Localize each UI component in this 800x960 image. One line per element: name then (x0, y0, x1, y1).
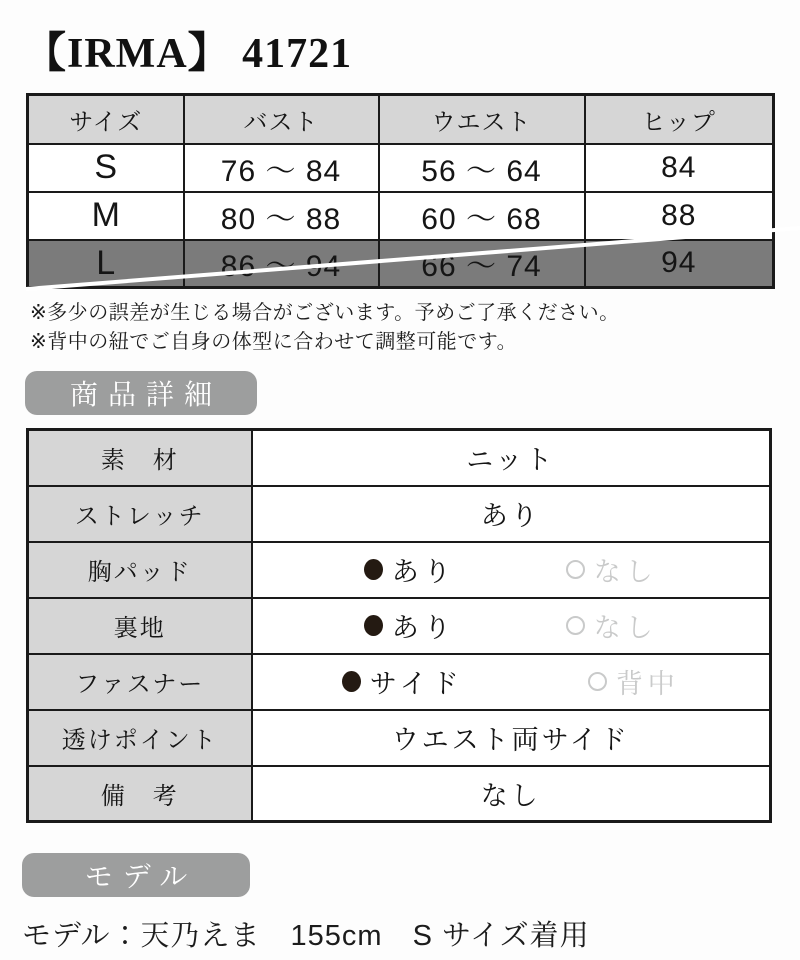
section-header-model: モデル (22, 853, 250, 897)
detail-label: 裏地 (28, 598, 252, 654)
page-title: 【IRMA】 41721 (24, 31, 353, 77)
detail-label: 透けポイント (28, 710, 252, 766)
note-line: ※多少の誤差が生じる場合がございます。予めご了承ください。 (30, 302, 620, 324)
radio-unselected-icon (588, 672, 607, 691)
choice-label: あり (391, 557, 456, 587)
hip-value: 84 (585, 144, 774, 192)
choice-unselected (566, 606, 658, 645)
choice-unselected (588, 662, 680, 701)
detail-row-stretch (28, 486, 771, 542)
section-header-product-details: 商品詳細 (25, 371, 257, 415)
detail-value: なし (252, 766, 771, 822)
hip-value: 94 (585, 240, 774, 288)
detail-row-remarks (28, 766, 771, 822)
size-label: L (28, 240, 184, 288)
size-label: M (28, 192, 184, 240)
choice-group (253, 550, 770, 589)
bust-col-header: バスト (184, 95, 379, 144)
size-row-s (28, 144, 774, 192)
choice-label: 背中 (615, 669, 680, 699)
choice-label: あり (391, 613, 456, 643)
detail-label: ストレッチ (28, 486, 252, 542)
choice-selected (364, 550, 456, 589)
choice-selected (342, 662, 464, 701)
detail-row-sheer-point (28, 710, 771, 766)
radio-selected-icon (364, 615, 383, 636)
model-info-text: モデル：天乃えま 155cm S サイズ着用 (22, 920, 590, 952)
choice-group (253, 606, 770, 645)
waist-value: 60 ～ 68 (379, 192, 585, 240)
note-line: ※背中の紐でご自身の体型に合わせて調整可能です。 (30, 331, 518, 353)
choice-label: なし (593, 557, 658, 587)
detail-label: 備 考 (28, 766, 252, 822)
detail-row-material (28, 430, 771, 486)
soldout-strike-icon (26, 222, 800, 294)
choice-label: なし (593, 613, 658, 643)
size-label: S (28, 144, 184, 192)
choice-group (253, 662, 770, 701)
detail-label: 胸パッド (28, 542, 252, 598)
radio-selected-icon (342, 671, 361, 692)
choice-label: サイド (369, 669, 464, 699)
detail-value: ウエスト両サイド (252, 710, 771, 766)
detail-label: ファスナー (28, 654, 252, 710)
detail-row-zipper (28, 654, 771, 710)
bust-value: 86 ～ 94 (184, 240, 379, 288)
waist-value: 66 ～ 74 (379, 240, 585, 288)
size-chart-header-row (28, 95, 774, 144)
choice-unselected (566, 550, 658, 589)
detail-row-lining (28, 598, 771, 654)
hip-value: 88 (585, 192, 774, 240)
detail-value: あり (252, 486, 771, 542)
waist-value: 56 ～ 64 (379, 144, 585, 192)
bust-value: 80 ～ 88 (184, 192, 379, 240)
size-notes (30, 299, 620, 357)
detail-label: 素 材 (28, 430, 252, 486)
radio-unselected-icon (566, 616, 585, 635)
bust-value: 76 ～ 84 (184, 144, 379, 192)
radio-unselected-icon (566, 560, 585, 579)
product-detail-table (26, 428, 772, 823)
detail-row-chest-pad (28, 542, 771, 598)
hip-col-header: ヒップ (585, 95, 774, 144)
size-col-header: サイズ (28, 95, 184, 144)
choice-selected (364, 606, 456, 645)
radio-selected-icon (364, 559, 383, 580)
detail-value: ニット (252, 430, 771, 486)
waist-col-header: ウエスト (379, 95, 585, 144)
